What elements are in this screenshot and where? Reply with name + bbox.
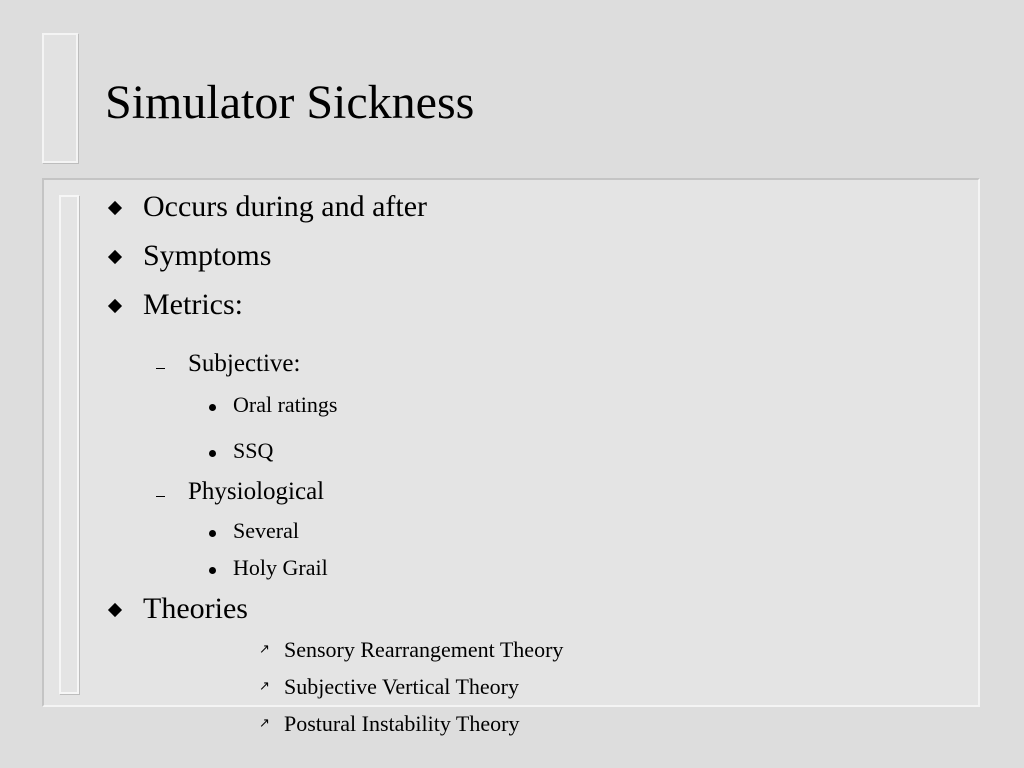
theory-subjective-vertical: Subjective Vertical Theory [284,674,520,699]
arrow-up-right-icon: ↗ [259,679,270,694]
theory-sensory-rearrangement: Sensory Rearrangement Theory [284,637,564,662]
subbullet-subjective: Subjective: [188,350,301,377]
dot-bullet-icon [209,450,216,457]
theory-postural-instability: Postural Instability Theory [284,711,520,736]
bullet-occurs: Occurs during and after [143,190,428,223]
arrow-up-right-icon: ↗ [259,642,270,657]
dot-bullet-icon [209,567,216,574]
subsubbullet-ssq: SSQ [233,438,274,463]
subsubbullet-several: Several [233,518,299,543]
dot-bullet-icon [209,530,216,537]
bullet-symptoms: Symptoms [143,239,272,272]
dash-bullet-icon [156,496,165,497]
content-accent-bar [59,195,79,694]
arrow-up-right-icon: ↗ [259,716,270,731]
bullet-theories: Theories [143,592,248,625]
bullet-metrics: Metrics: [143,288,243,321]
dash-bullet-icon [156,368,165,369]
subsubbullet-holy-grail: Holy Grail [233,555,328,580]
subsubbullet-oral-ratings: Oral ratings [233,392,338,417]
slide-title: Simulator Sickness [105,76,475,129]
subbullet-physiological: Physiological [188,478,325,505]
title-accent-bar [42,33,78,163]
dot-bullet-icon [209,404,216,411]
